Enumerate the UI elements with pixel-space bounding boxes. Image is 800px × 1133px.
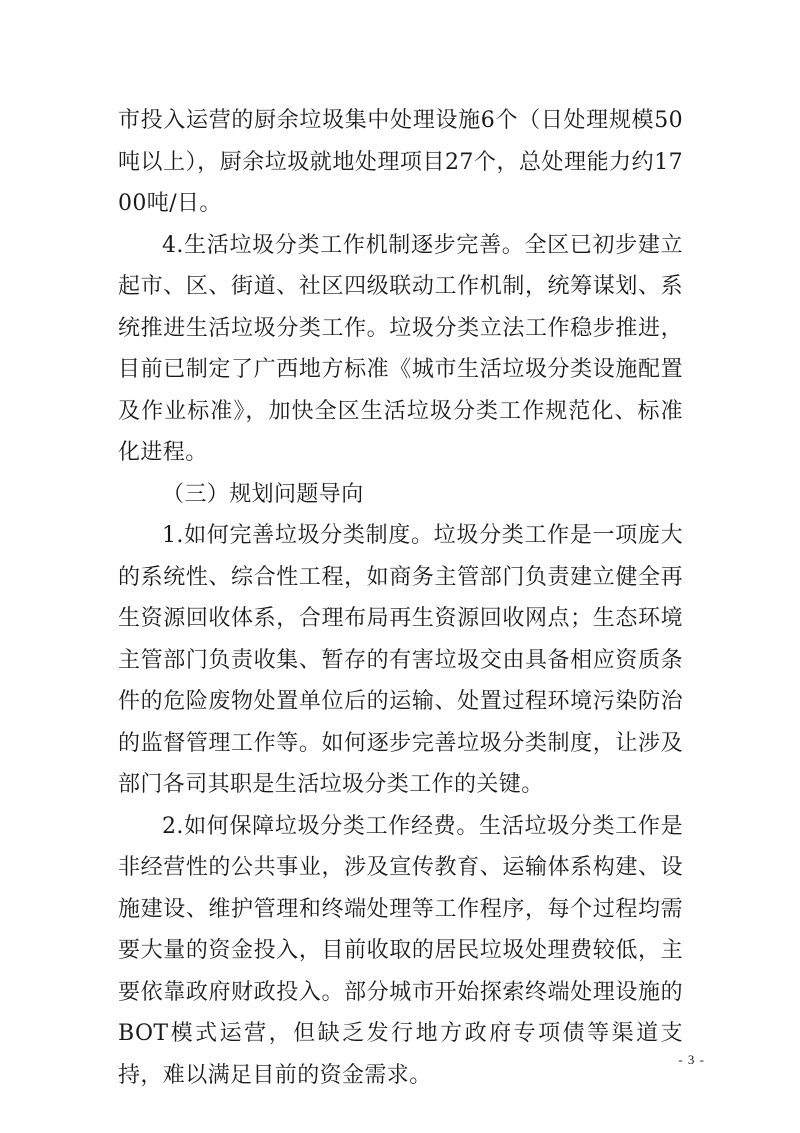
paragraph-problem-1: 1.如何完善垃圾分类制度。垃圾分类工作是一项庞大的系统性、综合性工程，如商务主管部门负责建立健全再生资源回收体系，合理布局再生资源回收网点；生态环境主管部门负责收集、暂存的有害垃圾交由具备相应资质条件的危险废物处置单位后的运输、处置过程环境污染防治的监督管理工作等。如何逐步完善垃圾分类制度，让涉及部门各司其职是生活垃圾分类工作的关键。: [118, 523, 683, 797]
section-heading: （三）规划问题导向: [162, 481, 364, 507]
paragraph-continuation: 市投入运营的厨余垃圾集中处理设施6个（日处理规模50吨以上），厨余垃圾就地处理项目27个，总处理能力约1700吨/日。: [118, 108, 683, 216]
document-body: [118, 100, 683, 1096]
paragraph-item-4: 4.生活垃圾分类工作机制逐步完善。全区已初步建立起市、区、街道、社区四级联动工作机制，统筹谋划、系统推进生活垃圾分类工作。垃圾分类立法工作稳步推进，目前已制定了广西地方标准《城市生活垃圾分类设施配置及作业标准》，加快全区生活垃圾分类工作规范化、标准化进程。: [118, 232, 683, 465]
paragraph-problem-2: 2.如何保障垃圾分类工作经费。生活垃圾分类工作是非经营性的公共事业，涉及宣传教育、运输体系构建、设施建设、维护管理和终端处理等工作程序，每个过程均需要大量的资金投入，目前收取的居民垃圾处理费较低，主要依靠政府财政投入。部分城市开始探索终端处理设施的BOT模式运营，但缺乏发行地方政府专项债等渠道支持，难以满足目前的资金需求。: [118, 813, 683, 1088]
page-number: - 3 -: [678, 1052, 705, 1067]
